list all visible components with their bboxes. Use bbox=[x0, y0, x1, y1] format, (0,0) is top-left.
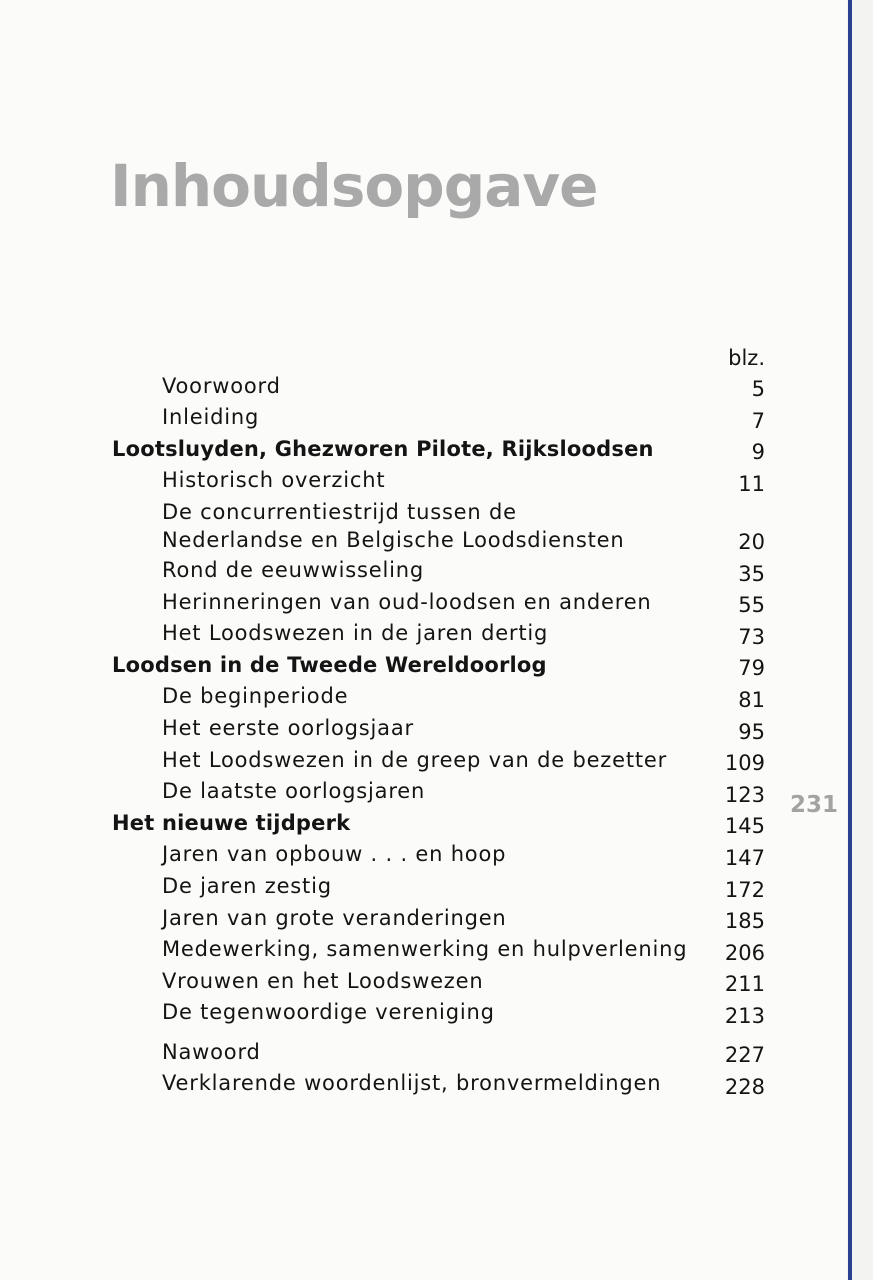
toc-entry-page: 213 bbox=[724, 1003, 765, 1028]
toc-entry-greep-van-de-bezetter[interactable] bbox=[0, 746, 873, 778]
toc-entry-page: 11 bbox=[738, 471, 765, 496]
toc-entry-label: De beginperiode bbox=[162, 684, 349, 709]
toc-entry-page: 55 bbox=[738, 593, 765, 618]
toc-entry-nawoord[interactable] bbox=[0, 1038, 873, 1070]
toc-entry-label: Medewerking, samenwerking en hulpverlening bbox=[162, 937, 688, 962]
toc-entry-tegenwoordige-vereniging[interactable] bbox=[0, 998, 873, 1030]
toc-chapter-nieuwe-tijdperk[interactable] bbox=[0, 809, 873, 841]
toc-entry-page: 172 bbox=[724, 877, 765, 902]
toc-column-header bbox=[0, 340, 873, 372]
toc-entry-eerste-oorlogsjaar[interactable] bbox=[0, 714, 873, 746]
toc-entry-page: 9 bbox=[751, 440, 765, 465]
toc-entry-page: 211 bbox=[724, 972, 765, 997]
toc-entry-label: Jaren van opbouw . . . en hoop bbox=[162, 842, 507, 867]
toc-entry-concurrentiestrijd[interactable] bbox=[0, 498, 873, 556]
toc-entry-label: Rond de eeuwwisseling bbox=[162, 557, 424, 582]
toc-entry-label: Historisch overzicht bbox=[162, 468, 386, 493]
toc-entry-page: 185 bbox=[724, 909, 765, 934]
toc-entry-laatste-oorlogsjaren[interactable] bbox=[0, 777, 873, 809]
toc-chapter-label: Lootsluyden, Ghezworen Pilote, Rijksloodsen bbox=[112, 436, 654, 461]
toc-entry-beginperiode[interactable] bbox=[0, 682, 873, 714]
toc-entry-page: 5 bbox=[751, 377, 765, 402]
table-of-contents bbox=[0, 340, 873, 1101]
toc-entry-page: 81 bbox=[738, 687, 765, 712]
toc-chapter-lootsluyden[interactable] bbox=[0, 435, 873, 467]
toc-entry-vrouwen[interactable] bbox=[0, 967, 873, 999]
toc-chapter-label: Het nieuwe tijdperk bbox=[112, 810, 351, 835]
toc-entry-label-line1: De concurrentiestrijd tussen de bbox=[162, 499, 517, 524]
toc-entry-label: Voorwoord bbox=[162, 373, 281, 398]
toc-entry-page: 228 bbox=[724, 1075, 765, 1100]
toc-entry-page: 73 bbox=[738, 624, 765, 649]
toc-entry-page: 35 bbox=[738, 561, 765, 586]
toc-entry-grote-veranderingen[interactable] bbox=[0, 904, 873, 936]
toc-entry-label: De tegenwoordige vereniging bbox=[162, 1000, 495, 1025]
toc-entry-historisch-overzicht[interactable] bbox=[0, 466, 873, 498]
toc-entry-eeuwwisseling[interactable] bbox=[0, 556, 873, 588]
toc-entry-hulpverlening[interactable] bbox=[0, 935, 873, 967]
page-column-label: blz. bbox=[728, 345, 765, 370]
toc-entry-inleiding[interactable] bbox=[0, 403, 873, 435]
toc-entry-page: 109 bbox=[724, 751, 765, 776]
toc-entry-label bbox=[162, 498, 625, 554]
toc-entry-page: 145 bbox=[724, 814, 765, 839]
toc-entry-herinneringen[interactable] bbox=[0, 588, 873, 620]
toc-entry-page: 147 bbox=[724, 845, 765, 870]
toc-entry-page: 123 bbox=[724, 782, 765, 807]
toc-entry-jaren-zestig[interactable] bbox=[0, 872, 873, 904]
toc-entry-woordenlijst[interactable] bbox=[0, 1069, 873, 1101]
toc-entry-label: Verklarende woordenlijst, bronvermeldingen bbox=[162, 1071, 662, 1096]
toc-entry-label: Het eerste oorlogsjaar bbox=[162, 715, 414, 740]
toc-chapter-label: Loodsen in de Tweede Wereldoorlog bbox=[112, 652, 547, 677]
toc-entry-label: De jaren zestig bbox=[162, 873, 332, 898]
toc-entry-page: 95 bbox=[738, 719, 765, 744]
toc-entry-label: Nawoord bbox=[162, 1039, 261, 1064]
page-number: 231 bbox=[790, 792, 839, 818]
toc-entry-page: 206 bbox=[724, 940, 765, 965]
toc-entry-page: 20 bbox=[738, 529, 765, 554]
toc-entry-opbouw-en-hoop[interactable] bbox=[0, 840, 873, 872]
toc-entry-page: 79 bbox=[738, 656, 765, 681]
toc-entry-label: De laatste oorlogsjaren bbox=[162, 779, 426, 804]
toc-entry-page: 7 bbox=[751, 408, 765, 433]
toc-entry-voorwoord[interactable] bbox=[0, 372, 873, 404]
toc-entry-label-line2: Nederlandse en Belgische Loodsdiensten bbox=[162, 527, 625, 552]
toc-entry-label: Vrouwen en het Loodswezen bbox=[162, 968, 484, 993]
toc-entry-label: Jaren van grote veranderingen bbox=[162, 905, 507, 930]
toc-entry-label: Herinneringen van oud-loodsen en anderen bbox=[162, 589, 652, 614]
toc-entry-jaren-dertig[interactable] bbox=[0, 619, 873, 651]
toc-chapter-tweede-wereldoorlog[interactable] bbox=[0, 651, 873, 683]
toc-entry-page: 227 bbox=[724, 1043, 765, 1068]
page-title: Inhoudsopgave bbox=[110, 152, 598, 220]
toc-entry-label: Het Loodswezen in de jaren dertig bbox=[162, 621, 549, 646]
toc-entry-label: Het Loodswezen in de greep van de bezetter bbox=[162, 747, 668, 772]
toc-entry-label: Inleiding bbox=[162, 405, 260, 430]
